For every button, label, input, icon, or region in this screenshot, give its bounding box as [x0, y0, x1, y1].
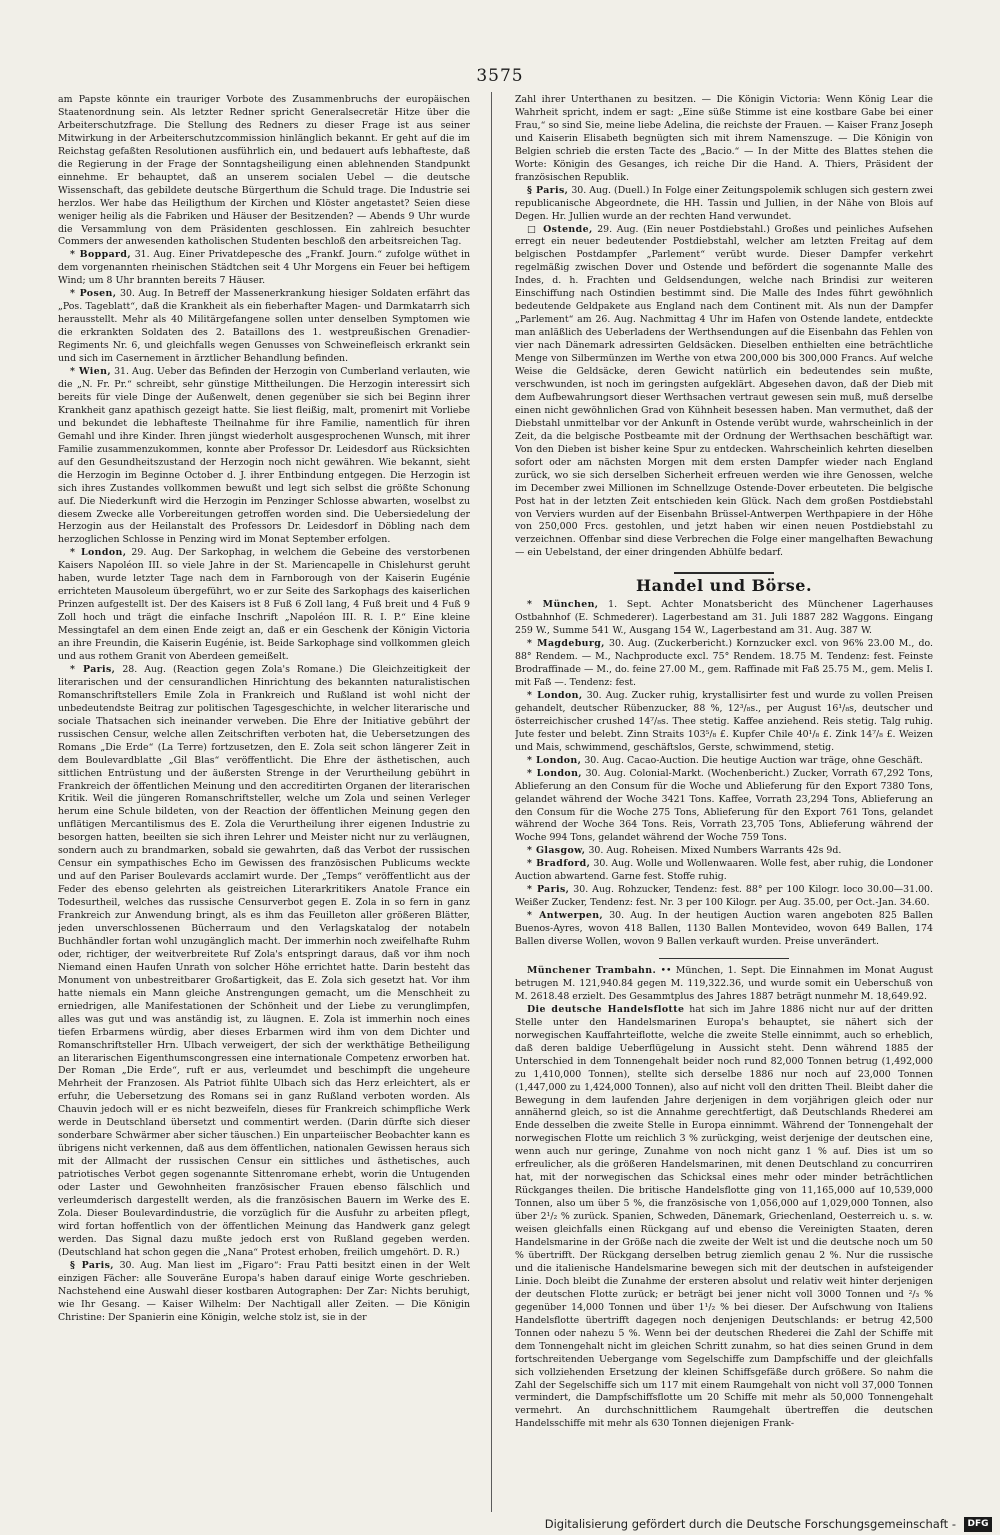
article-text: 29. Aug. Der Sarkophag, in welchem die Gebeine des verstorbenen Kaisers Napoléon III. so viele Jahre in der St. Mariencapelle in Chislehurst geruht haben, wurde letzter Tage nach dem in Farnborough von der Kaiserin Eugénie errichteten Mausoleum übergeführt, wo er zur Seite des Sarkophags des kaiserlichen Prinzen aufgestellt ist. Der des Kaisers ist 8 Fuß 6 Zoll lang, 4 Fuß breit und 4 Fuß 9 Zoll hoch und trägt die einfache Inschrift „Napoléon III. R. I. P.“ Eine kleine Messingtafel an dem einen Ende zeigt an, daß er ein Geschenk der Königin Victoria an ihre Freundin, die Kaiserin Eugénie, ist. Beide Sarkophage sind vollkommen gleich und aus rothem Granit von Aberdeen gemeißelt.	[58, 547, 470, 662]
article-text: 30. Aug. In Betreff der Massenerkrankung hiesiger Soldaten erfährt das „Pos. Tageblatt“, daß die Krankheit als ein fieberhafter Magen- und Darmkatarrh sich herausstellt. Mehr als 40 Militärgefangene sollen unter denselben Symptomen wie die erkrankten Soldaten des 2. Bataillons des 1. westpreußischen Grenadier-Regiments Nr. 6, und gleichfalls wegen Genusses von Schweinefleisch erkrankt sein und sich im Casernement in ärztlicher Behandlung befinden.	[58, 288, 470, 365]
article-paragraph	[58, 1260, 470, 1325]
article-dateline: § Paris,	[527, 184, 569, 196]
article-dateline: § Paris,	[70, 1259, 114, 1271]
article-paragraph	[58, 547, 470, 664]
article-text: 30. Aug. (Zuckerbericht.) Kornzucker excl. von 96% 23.00 M., do. 88° Rendem. — M., Nachproducte excl. 75° Rendem. 18.75 M. Tendenz: fest. Feinste Brodraffinade — M., do. feine 27.00 M., gem. Raffinade mit Faß 25.75 M., gem. Melis I. mit Faß —. Tendenz: fest.	[515, 638, 933, 688]
left-column	[58, 94, 470, 1512]
article-dateline: * Magdeburg,	[527, 638, 605, 650]
article-text: •• München, 1. Sept. Die Einnahmen im Monat August betrugen M. 121,940.84 gegen M. 119,322.36, und wurde somit ein Ueberschuß von M. 2618.48 erzielt. Des Gesammtplus des Jahres 1887 beträgt nunmehr M. 18,649.92.	[515, 965, 933, 1002]
article-paragraph	[515, 884, 933, 910]
article-text: 30. Aug. Cacao-Auction. Die heutige Auction war träge, ohne Geschäft.	[584, 754, 923, 766]
article-paragraph	[58, 664, 470, 1260]
article-text: 30. Aug. In der heutigen Auction waren angeboten 825 Ballen Buenos-Ayres, wovon 418 Ballen, 1130 Ballen Montevideo, wovon 649 Ballen, 174 Ballen diverse Wollen, wovon 9 Ballen verkauft wurden. Preise unverändert.	[515, 910, 933, 948]
article-dateline: * Paris,	[70, 663, 116, 675]
article-text: 1. Sept. Achter Monatsbericht des Münchener Lagerhauses Ostbahnhof (E. Schmederer). Lagerbestand am 31. Juli 1887 282 Waggons. Eingang 259 W., Summe 541 W., Ausgang 154 W., Lagerbestand am 31. Aug. 387 W.	[515, 599, 933, 637]
dfg-logo: DFG	[964, 1517, 992, 1532]
article-text: Zahl ihrer Unterthanen zu besitzen. — Die Königin Victoria: Wenn König Lear die Wahrheit spricht, indem er sagt: „Eine süße Stimme ist eine kostbare Gabe bei einer Frau,“ so sind Sie, meine liebe Adelina, die reichste der Frauen. — Kaiser Franz Joseph und Kaiserin Elisabeth begnügten sich mit ihrem Namenszuge. — Die Königin von Belgien schrieb die ersten Tacte des „Bacio.“ — In der Mitte des Blattes stehen die Worte: Königin des Gesanges, ich reiche Dir die Hand. A. Thiers, Präsident der französischen Republik.	[515, 94, 933, 183]
article-text: 30. Aug. Rohzucker, Tendenz: fest. 88° per 100 Kilogr. loco 30.00—31.00. Weißer Zucker, Tendenz: fest. Nr. 3 per 100 Kilogr. per Aug. 35.00, per Oct.-Jan. 34.60.	[515, 884, 933, 909]
article-paragraph	[515, 755, 933, 768]
article-text: 30. Aug. (Duell.) In Folge einer Zeitungspolemik schlugen sich gestern zwei republicanische Abgeordnete, die HH. Tassin und Jullien, in der Nähe von Blois auf Degen. Hr. Jullien wurde an der rechten Hand verwundet.	[515, 184, 933, 222]
article-text: 30. Aug. Colonial-Markt. (Wochenbericht.) Zucker, Vorrath 67,292 Tons, Ablieferung an den Consum für die Woche und Ablieferung für den Export 7380 Tons, gelandet während der Woche 3421 Tons. Kaffee, Vorrath 23,294 Tons, Ablieferung an den Consum für die Woche 275 Tons, Ablieferung für den Export 761 Tons, gelandet während der Woche 364 Tons. Reis, Vorrath 23,705 Tons, Ablieferung während der Woche 994 Tons, gelandet während der Woche 759 Tons.	[515, 767, 933, 844]
article-dateline: * Wien,	[70, 366, 112, 378]
article-paragraph	[515, 224, 933, 561]
thin-rule	[659, 958, 789, 959]
section-rule	[674, 572, 774, 574]
article-text: 30. Aug. Wolle und Wollenwaaren. Wolle fest, aber ruhig, die Londoner Auction abwartend. Garne fest. Stoffe ruhig.	[515, 858, 933, 883]
article-paragraph	[515, 858, 933, 884]
article-dateline: Münchener Trambahn.	[527, 965, 657, 976]
article-paragraph	[515, 1004, 933, 1431]
article-text: 28. Aug. (Reaction gegen Zola's Romane.) Die Gleichzeitigkeit der literarischen und der censurandlichen Hinrichtung des bekannten naturalistischen Romanschriftstellers Emile Zola in Frankreich und Rußland ist wohl nicht der unbedeutendste Beitrag zur politischen Tagesgeschichte, in welcher literarische und sociale Thatsachen sich ineinander verweben. Die Ehre der Initiative gebührt der russischen Censur, welche allen Zeitschriften verboten hat, die Uebersetzungen des Romans „Die Erde“ (La Terre) fortzusetzen, den E. Zola seit schon längerer Zeit in dem Boulevardblatte „Gil Blas“ veröffentlicht. Die Ehre der ästhetischen, auch sittlichen Entrüstung und der äußersten Strenge in der Verurtheilung gebührt in Frankreich der öffentlichen Meinung und den accreditirten Organen der literarischen Kritik. Weil die jüngeren Romanschriftsteller, welche um Zola und seinen Verleger herum eine Schule bildeten, von der Reaction der öffentlichen Meinung gegen den unflätigen Mercantilismus des E. Zola die Verurtheilung ihrer eigenen Industrie zu besorgen hatten, beeilten sie sich ihren Lehrer und Meister nicht nur zu verläugnen, sondern auch zu brandmarken, sobald sie gewahrten, daß das Verbot der russischen Censur ein sympathisches Echo im Gewissen des französischen Publicums weckte und auf den Pariser Boulevards acclamirt wurde. Der „Temps“ veröffentlicht aus der Feder des ebenso gelehrten als geistreichen Literarkritikers Anatole France ein Todesurtheil, welches das russische Censurverbot gegen E. Zola in so fern in ganz Frankreich zur Anwendung bringt, als es ihm das Feuilleton aller größeren Blätter, jeden unverschlossenen Bücherraum und den Verlagskatalog der notabeln Buchhändler fortan wohl unzugänglich macht. Der immerhin noch zweifelhafte Ruhm oder, richtiger, der weitverbreitete Ruf Zola's entspringt daraus, daß vor ihm noch Niemand einen Haufen Unrath von solcher Höhe errichtet hatte. Darin besteht das Monument von unbestreitbarer Großartigkeit, das E. Zola sich gesetzt hat. Vor ihm hatte niemals ein Mann gleiche Anstrengungen gemacht, um die Menschheit zu erniedrigen, alle Manifestationen der Schönheit und der Liebe zu verunglimpfen, alles was gut und was anständig ist, zu läugnen. E. Zola ist immerhin noch eines tiefen Erbarmens würdig, aber dieses Erbarmen wird ihm von dem Dichter und Romanschriftsteller Hrn. Ulbach verweigert, der sich der werkthätige Betheiligung an literarischen Eigenthumscongressen eine internationale Competenz erworben hat. Der Roman „Die Erde“, ruft er aus, verleumdet und beschimpft die ungeheure Mehrheit der Franzosen. Als Patriot fühlte Ulbach sich das Herz erleichtert, als er erfuhr, die Uebersetzung des Romans sei in ganz Rußland verboten worden. Als Chauvin jedoch will er es nicht bezweifeln, dieses für Frankreich schimpfliche Werk werde in Deutschland übersetzt und commentirt werden. (Darin dürfte sich dieser sonderbare Schwärmer aber sicher täuschen.) Ein unparteiischer Beobachter kann es übrigens nicht verkennen, daß aus dem öffentlichen, nationalen Gewissen heraus sich mit der Allmacht der russischen Censur ein sittliches und ästhetisches, auch patriotisches Verbot gegen sogenannte Sittenromane erhebt, worin die Untugenden oder Laster und Gewohnheiten französischer Frauen ebenso fälschlich und verleumderisch dargestellt werden, als die französischen Bauern im Werke des E. Zola. Dieser Boulevardindustrie, die vorzüglich für die Ausfuhr zu arbeiten pflegt, wird fortan hoffentlich von der öffentlichen Meinung das Handwerk ganz gelegt werden. Das Signal dazu mußte jedoch erst von Rußland gegeben werden. (Deutschland hat schon gegen die „Nana“ Protest erhoben, freilich umgehört. D. R.)	[58, 663, 470, 1258]
article-paragraph	[515, 910, 933, 949]
article-dateline: □ Ostende,	[527, 223, 593, 235]
article-paragraph	[515, 599, 933, 638]
footer	[0, 1516, 1000, 1535]
article-paragraph	[58, 288, 470, 366]
article-paragraph	[515, 638, 933, 690]
article-paragraph	[515, 768, 933, 846]
article-dateline: * Antwerpen,	[527, 910, 604, 922]
article-dateline: * London,	[70, 547, 127, 559]
article-text: 30. Aug. Man liest im „Figaro“: Frau Patti besitzt einen in der Welt einzigen Fächer: alle Souveräne Europa's haben darauf einige Worte geschrieben. Nachstehend eine Auswahl dieser kostbaren Autographen: Der Zar: Nichts beruhigt, wie Ihr Gesang. — Kaiser Wilhelm: Der Nachtigall aller Zeiten. — Die Königin Christine: Der Spanierin eine Königin, welche stolz ist, sie in der	[58, 1259, 470, 1323]
article-text: 31. Aug. Einer Privatdepesche des „Frankf. Journ.“ zufolge wüthet in dem vorgenannten rheinischen Städtchen seit 4 Uhr Morgens ein Feuer bei heftigem Wind; um 8 Uhr brannten bereits 7 Häuser.	[58, 249, 470, 287]
article-paragraph	[515, 185, 933, 224]
article-dateline: Die deutsche Handelsflotte	[527, 1003, 685, 1015]
column-divider	[491, 92, 492, 1512]
footer-text: Digitalisierung gefördert durch die Deutsche Forschungsgemeinschaft -	[544, 1517, 956, 1531]
article-dateline: * Glasgow,	[527, 845, 586, 857]
article-dateline: * München,	[527, 599, 599, 611]
article-dateline: * Posen,	[70, 288, 117, 300]
article-dateline: * London,	[527, 754, 582, 766]
article-text: 30. Aug. Zucker ruhig, krystallisirter fest und wurde zu vollen Preisen gehandelt, deutscher Rübenzucker, 88 %, 12³/₈s., per August 16¹/₈s, deutscher und österreichischer crushed 14⁷/₈s. Thee stetig. Kaffee anziehend. Reis stetig. Talg ruhig. Jute fester und belebt. Zinn Straits 103⁵/₈ £. Kupfer Chile 40¹/₈ £. Zink 14⁷/₈ £. Weizen und Mais, schwimmend, geschäftslos, Gerste, schwimmend, stetig.	[515, 689, 933, 753]
article-paragraph	[515, 845, 933, 858]
article-paragraph	[515, 94, 933, 185]
article-dateline: * Paris,	[527, 884, 570, 896]
article-dateline: * Bradford,	[527, 858, 591, 870]
article-text: 29. Aug. (Ein neuer Postdiebstahl.) Großes und peinliches Aufsehen erregt ein neuer bedeutender Postdiebstahl, welcher am letzten Freitag auf dem belgischen Postdampfer „Parlement“ verübt wurde. Dieser Dampfer verkehrt regelmäßig zwischen Dover und Ostende und befördert die sogenannte Malle des Indes, d. h. Frachten und Geldsendungen, welche nach Brindisi zur weiteren Einschiffung nach Ostindien bestimmt sind. Die Malle des Indes führt gewöhnlich bedeutende Geldpakete aus England nach dem Continent mit. Als nun der Dampfer „Parlement“ am 26. Aug. Nachmittag 4 Uhr im Hafen von Ostende landete, entdeckte man anläßlich des Ueberladens der Werthsendungen auf die Eisenbahn das Fehlen von vier nach Dänemark adressirten Geldsäcken. Dieselben enthielten eine beträchtliche Menge von Silbermünzen im Werthe von etwa 200,000 bis 300,000 Francs. Auf welche Weise die Geldsäcke, deren Gewicht natürlich ein bedeutendes sein mußte, verschwunden, ist noch im geringsten aufgeklärt. Abgesehen davon, daß der Dieb mit dem Aufbewahrungsort dieser Werthsachen vertraut gewesen sein muß, muß derselbe einen nicht gewöhnlichen Grad von Kühnheit besessen haben. Man vermuthet, daß der Diebstahl unmittelbar vor der Ankunft in Ostende verübt wurde, wahrscheinlich in der Zeit, da die belgische Postbeamte mit der Ordnung der Werthsachen beschäftigt war. Von den Dieben ist bisher keine Spur zu entdecken. Wahrscheinlich kehrten dieselben sofort oder am nächsten Morgen mit dem ersten Dampfer wieder nach England zurück, wo sie sich derselben Sicherheit erfreuen werden wie ihre Genossen, welche im December zwei Millionen im Schnellzuge Ostende-Dover erbeuteten. Die belgische Post hat in der letzten Zeit entschieden kein Glück. Nach dem großen Postdiebstahl von Verviers wurden auf der Eisenbahn Brüssel-Antwerpen Werthpapiere in der Höhe von 250,000 Frcs. gestohlen, und jetzt haben wir einen neuen Postdiebstahl zu verzeichnen. Offenbar sind diese Verbrechen die Folge einer mangelhaften Bewachung — ein Uebelstand, der einer dringenden Abhülfe bedarf.	[515, 223, 933, 559]
right-column-top	[515, 94, 933, 560]
article-text: 31. Aug. Ueber das Befinden der Herzogin von Cumberland verlauten, wie die „N. Fr. Pr.“ schreibt, sehr günstige Mittheilungen. Die Herzogin interessirt sich bereits für viele Dinge der Außenwelt, denen gegenüber sie sich bei Beginn ihrer Krankheit ganz apathisch gezeigt hatte. Sie liest fleißig, malt, promenirt mit Vorliebe und bekundet die lebhafteste Theilnahme für ihre Familie, namentlich für ihren Gemahl und ihre Kinder. Ihren jüngst wiederholt ausgesprochenen Wunsch, mit ihrer Familie zusammenzukommen, konnte aber Professor Dr. Leidesdorf aus Rücksichten auf den Gesundheitszustand der Herzogin noch nicht gewähren. Wie bekannt, sieht die Herzogin im Beginne October d. J. ihrer Entbindung entgegen. Die Herzogin ist sich ihres Zustandes vollkommen bewußt und legt sich selbst die größte Schonung auf. Die Niederkunft wird die Herzogin im Penzinger Schlosse abwarten, woselbst zu diesem Zwecke alle Vorbereitungen getroffen worden sind. Die Uebersiedelung der Herzogin aus der Heilanstalt des Professors Dr. Leidesdorf in Döbling nach dem herzoglichen Schlosse in Penzing wird im Monat September erfolgen.	[58, 366, 470, 546]
article-dateline: * London,	[527, 767, 582, 779]
right-column-bottom	[515, 965, 933, 1431]
market-reports	[515, 599, 933, 949]
article-text: hat sich im Jahre 1886 nicht nur auf der dritten Stelle unter den Handelsmarinen Europa's behauptet, sie nähert sich der norwegischen Kauffahrteiflotte, welche die zweite Stelle einnimmt, auch so erheblich, daß deren baldige Ueberflügelung in Aussicht steht. Denn während 1885 der Unterschied in dem Tonnengehalt beider noch rund 82,000 Tonnen betrug (1,492,000 zu 1,410,000 Tonnen), stellte sich derselbe 1886 nur noch auf 23,000 Tonnen (1,447,000 zu 1,424,000 Tonnen), also auf nicht voll den dritten Theil. Bleibt daher die Bewegung in dem laufenden Jahre derjenigen in dem vorjährigen gleich oder nur annähernd gleich, so ist die Annahme gerechtfertigt, daß Deutschlands Rhederei am Ende desselben die zweite Stelle in Europa einnimmt. Während der Tonnengehalt der norwegischen Flotte um reichlich 3 % zurückging, weist derjenige der deutschen eine, wenn auch nur geringe, Zunahme von noch nicht ganz 1 % auf. Dies ist um so erfreulicher, als die größeren Handelsmarinen, mit denen Deutschland zu concurriren hat, mit der norwegischen das Schicksal eines mehr oder minder beträchtlichen Rückganges theilen. Die britische Handelsflotte ging von 11,165,000 auf 10,539,000 Tonnen, also um über 5 %, die französische von 1,056,000 auf 1,029,000 Tonnen, also über 2¹/₂ % zurück. Spanien, Schweden, Dänemark, Griechenland, Oesterreich u. s. w. weisen gleichfalls einen Rückgang auf und ebenso die Vereinigten Staaten, deren Handelsmarine in der Größe nach die zweite der Welt ist und die deutsche noch um 50 % übertrifft. Der Rückgang derselben betrug ziemlich genau 2 %. Nur die russische und die italienische Handelsmarine bewegen sich mit der deutschen in aufsteigender Linie. Doch bleibt die Zunahme der ersteren absolut und relativ weit hinter derjenigen der deutschen Flotte zurück; er beträgt bei jener nicht voll 3000 Tonnen und ²/₃ % gegenüber 14,000 Tonnen und über 1¹/₂ % bei dieser. Der Aufschwung von Italiens Handelsflotte übertrifft dagegen noch denjenigen Deutschlands: er betrug 42,500 Tonnen oder nahezu 5 %. Wenn bei der deutschen Rhederei die Zahl der Schiffe mit dem Tonnengehalt nicht im gleichen Schritt zunahm, so hat dies seinen Grund in dem fortschreitenden Uebergange vom Segelschiffe zum Dampfschiffe und der gleichfalls sich vollziehenden Ersetzung der kleinen Schiffsgefäße durch größere. So nahm die Zahl der Segelschiffe sich um 117 mit einem Raumgehalt von nicht voll 37,000 Tonnen vermindert, die Dampfschiffsflotte um 20 Schiffe mit mehr als 50,000 Tonnengehalt vermehrt. An durchschnittlichem Raumgehalt übertreffen die deutschen Handelsschiffe mit mehr als 630 Tonnen diejenigen Frank-	[515, 1003, 933, 1430]
article-paragraph	[58, 94, 470, 249]
page-number: 3575	[476, 66, 524, 86]
article-paragraph	[515, 690, 933, 755]
article-paragraph	[58, 366, 470, 547]
article-text: am Papste könnte ein trauriger Vorbote des Zusammenbruchs der europäischen Staatenordnung sein. Als letzter Redner spricht Generalsecretär Hitze über die Arbeiterschutzfrage. Die Stellung des Redners zu dieser Frage ist aus seiner Mitwirkung in der Arbeiterschutzcommission hinlänglich bekannt. Er geht auf die im Reichstag gefaßten Resolutionen ausführlich ein, und bedauert aufs lebhafteste, daß die Regierung in der Frage der Sonntagsheiligung einen ablehnenden Standpunkt einnehme. Er behauptet, daß an unserem socialen Uebel — die deutsche Wissenschaft, das gebildete deutsche Bürgerthum die Schuld trage. Die Industrie sei herzlos. Wer habe das Heiligthum der Kirchen und Klöster angetastet? Seien diese weniger heilig als die Fabriken und Häuser der Besitzenden? — Abends 9 Uhr wurde die Versammlung von dem Präsidenten geschlossen. Ein zahlreich besuchter Commers der anwesenden katholischen Studenten beschloß den arbeitsreichen Tag.	[58, 94, 470, 248]
article-paragraph	[58, 249, 470, 288]
article-dateline: * Boppard,	[70, 249, 132, 261]
right-column	[515, 94, 933, 1512]
article-text: 30. Aug. Roheisen. Mixed Numbers Warrants 42s 9d.	[588, 845, 842, 857]
article-paragraph	[515, 965, 933, 1004]
section-heading: Handel und Börse.	[635, 576, 813, 596]
article-dateline: * London,	[527, 689, 583, 701]
